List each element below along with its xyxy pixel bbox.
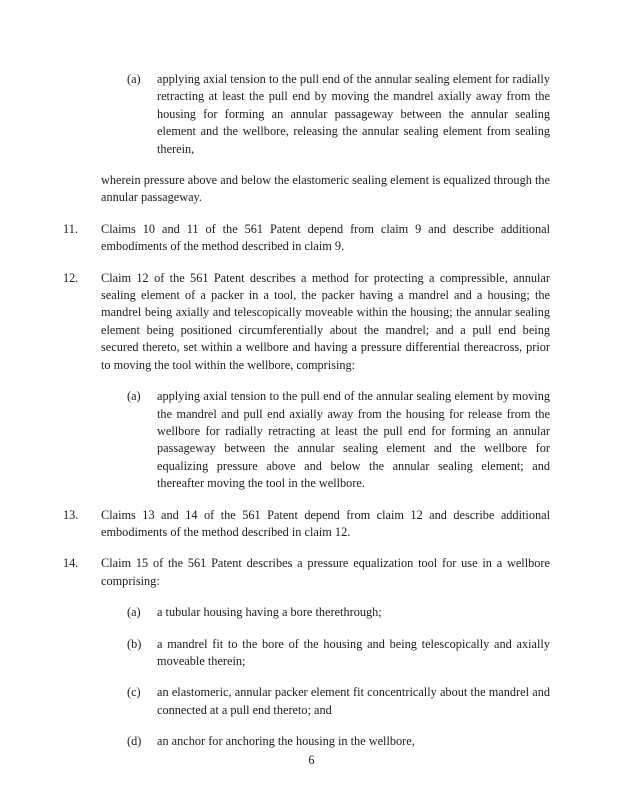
claim-sub-item bbox=[63, 388, 550, 492]
document-body bbox=[63, 71, 550, 765]
paragraph-number: 13. bbox=[63, 507, 79, 522]
paragraph-text: Claim 15 of the 561 Patent describes a pressure equalization tool for use in a wellbore comprising: bbox=[101, 556, 550, 588]
claim-sub-item bbox=[63, 604, 550, 621]
numbered-paragraph bbox=[63, 270, 550, 374]
paragraph-text: Claim 12 of the 561 Patent describes a method for protecting a compressible, annular sealing element of a packer in a tool, the packer having a mandrel and a housing; the mandrel being axially and telescopically moveable within the housing; the annular sealing element being positioned circumferentially about the mandrel; and a pull end being secured thereto, set within a wellbore and having a pressure differential thereacross, prior to moving the tool within the wellbore, comprising: bbox=[101, 270, 550, 372]
sub-item-label: (c) bbox=[127, 685, 141, 700]
claim-sub-item bbox=[63, 684, 550, 719]
sub-item-label: (d) bbox=[127, 734, 142, 749]
sub-item-text: an anchor for anchoring the housing in the wellbore, bbox=[157, 734, 415, 749]
numbered-paragraph bbox=[63, 555, 550, 590]
paragraph-number: 11. bbox=[63, 221, 78, 236]
sub-item-text: applying axial tension to the pull end of the annular sealing element for radially retracting at least the pull end by moving the mandrel axially away from the housing for forming an annular passageway between the annular sealing element and the wellbore, releasing the annular sealing element from sealing therein, bbox=[157, 72, 550, 156]
sub-item-label: (b) bbox=[127, 636, 142, 651]
paragraph-text: wherein pressure above and below the elastomeric sealing element is equalized through the annular passageway. bbox=[101, 173, 550, 205]
page-number: 6 bbox=[308, 753, 315, 767]
paragraph-text: Claims 10 and 11 of the 561 Patent depend from claim 9 and describe additional embodiments of the method described in claim 9. bbox=[101, 221, 550, 254]
paragraph-number: 14. bbox=[63, 556, 79, 571]
sub-item-label: (a) bbox=[127, 605, 141, 620]
paragraph-number: 12. bbox=[63, 270, 79, 285]
page-footer bbox=[0, 752, 623, 769]
continuation-paragraph bbox=[63, 172, 550, 207]
numbered-paragraph bbox=[63, 221, 550, 256]
claim-sub-item bbox=[63, 636, 550, 671]
sub-item-text: an elastomeric, annular packer element fit concentrically about the mandrel and connected at a pull end thereto; and bbox=[157, 685, 550, 717]
sub-item-text: a tubular housing having a bore therethrough; bbox=[157, 605, 382, 620]
claim-sub-item bbox=[63, 733, 550, 750]
sub-item-label: (a) bbox=[127, 72, 141, 86]
sub-item-text: applying axial tension to the pull end of the annular sealing element by moving the mandrel and pull end axially away from the housing for release from the wellbore for radially retracting at least the pull end for forming an annular passageway between the annular sealing element and the wellbore for equalizing pressure above and below the annular sealing element; and thereafter moving the tool in the wellbore. bbox=[157, 389, 550, 491]
numbered-paragraph bbox=[63, 507, 550, 542]
sub-item-text: a mandrel fit to the bore of the housing and being telescopically and axially moveable therein; bbox=[157, 636, 550, 668]
claim-sub-item bbox=[63, 71, 550, 158]
paragraph-text: Claims 13 and 14 of the 561 Patent depend from claim 12 and describe additional embodiments of the method described in claim 12. bbox=[101, 507, 550, 539]
sub-item-label: (a) bbox=[127, 389, 141, 404]
